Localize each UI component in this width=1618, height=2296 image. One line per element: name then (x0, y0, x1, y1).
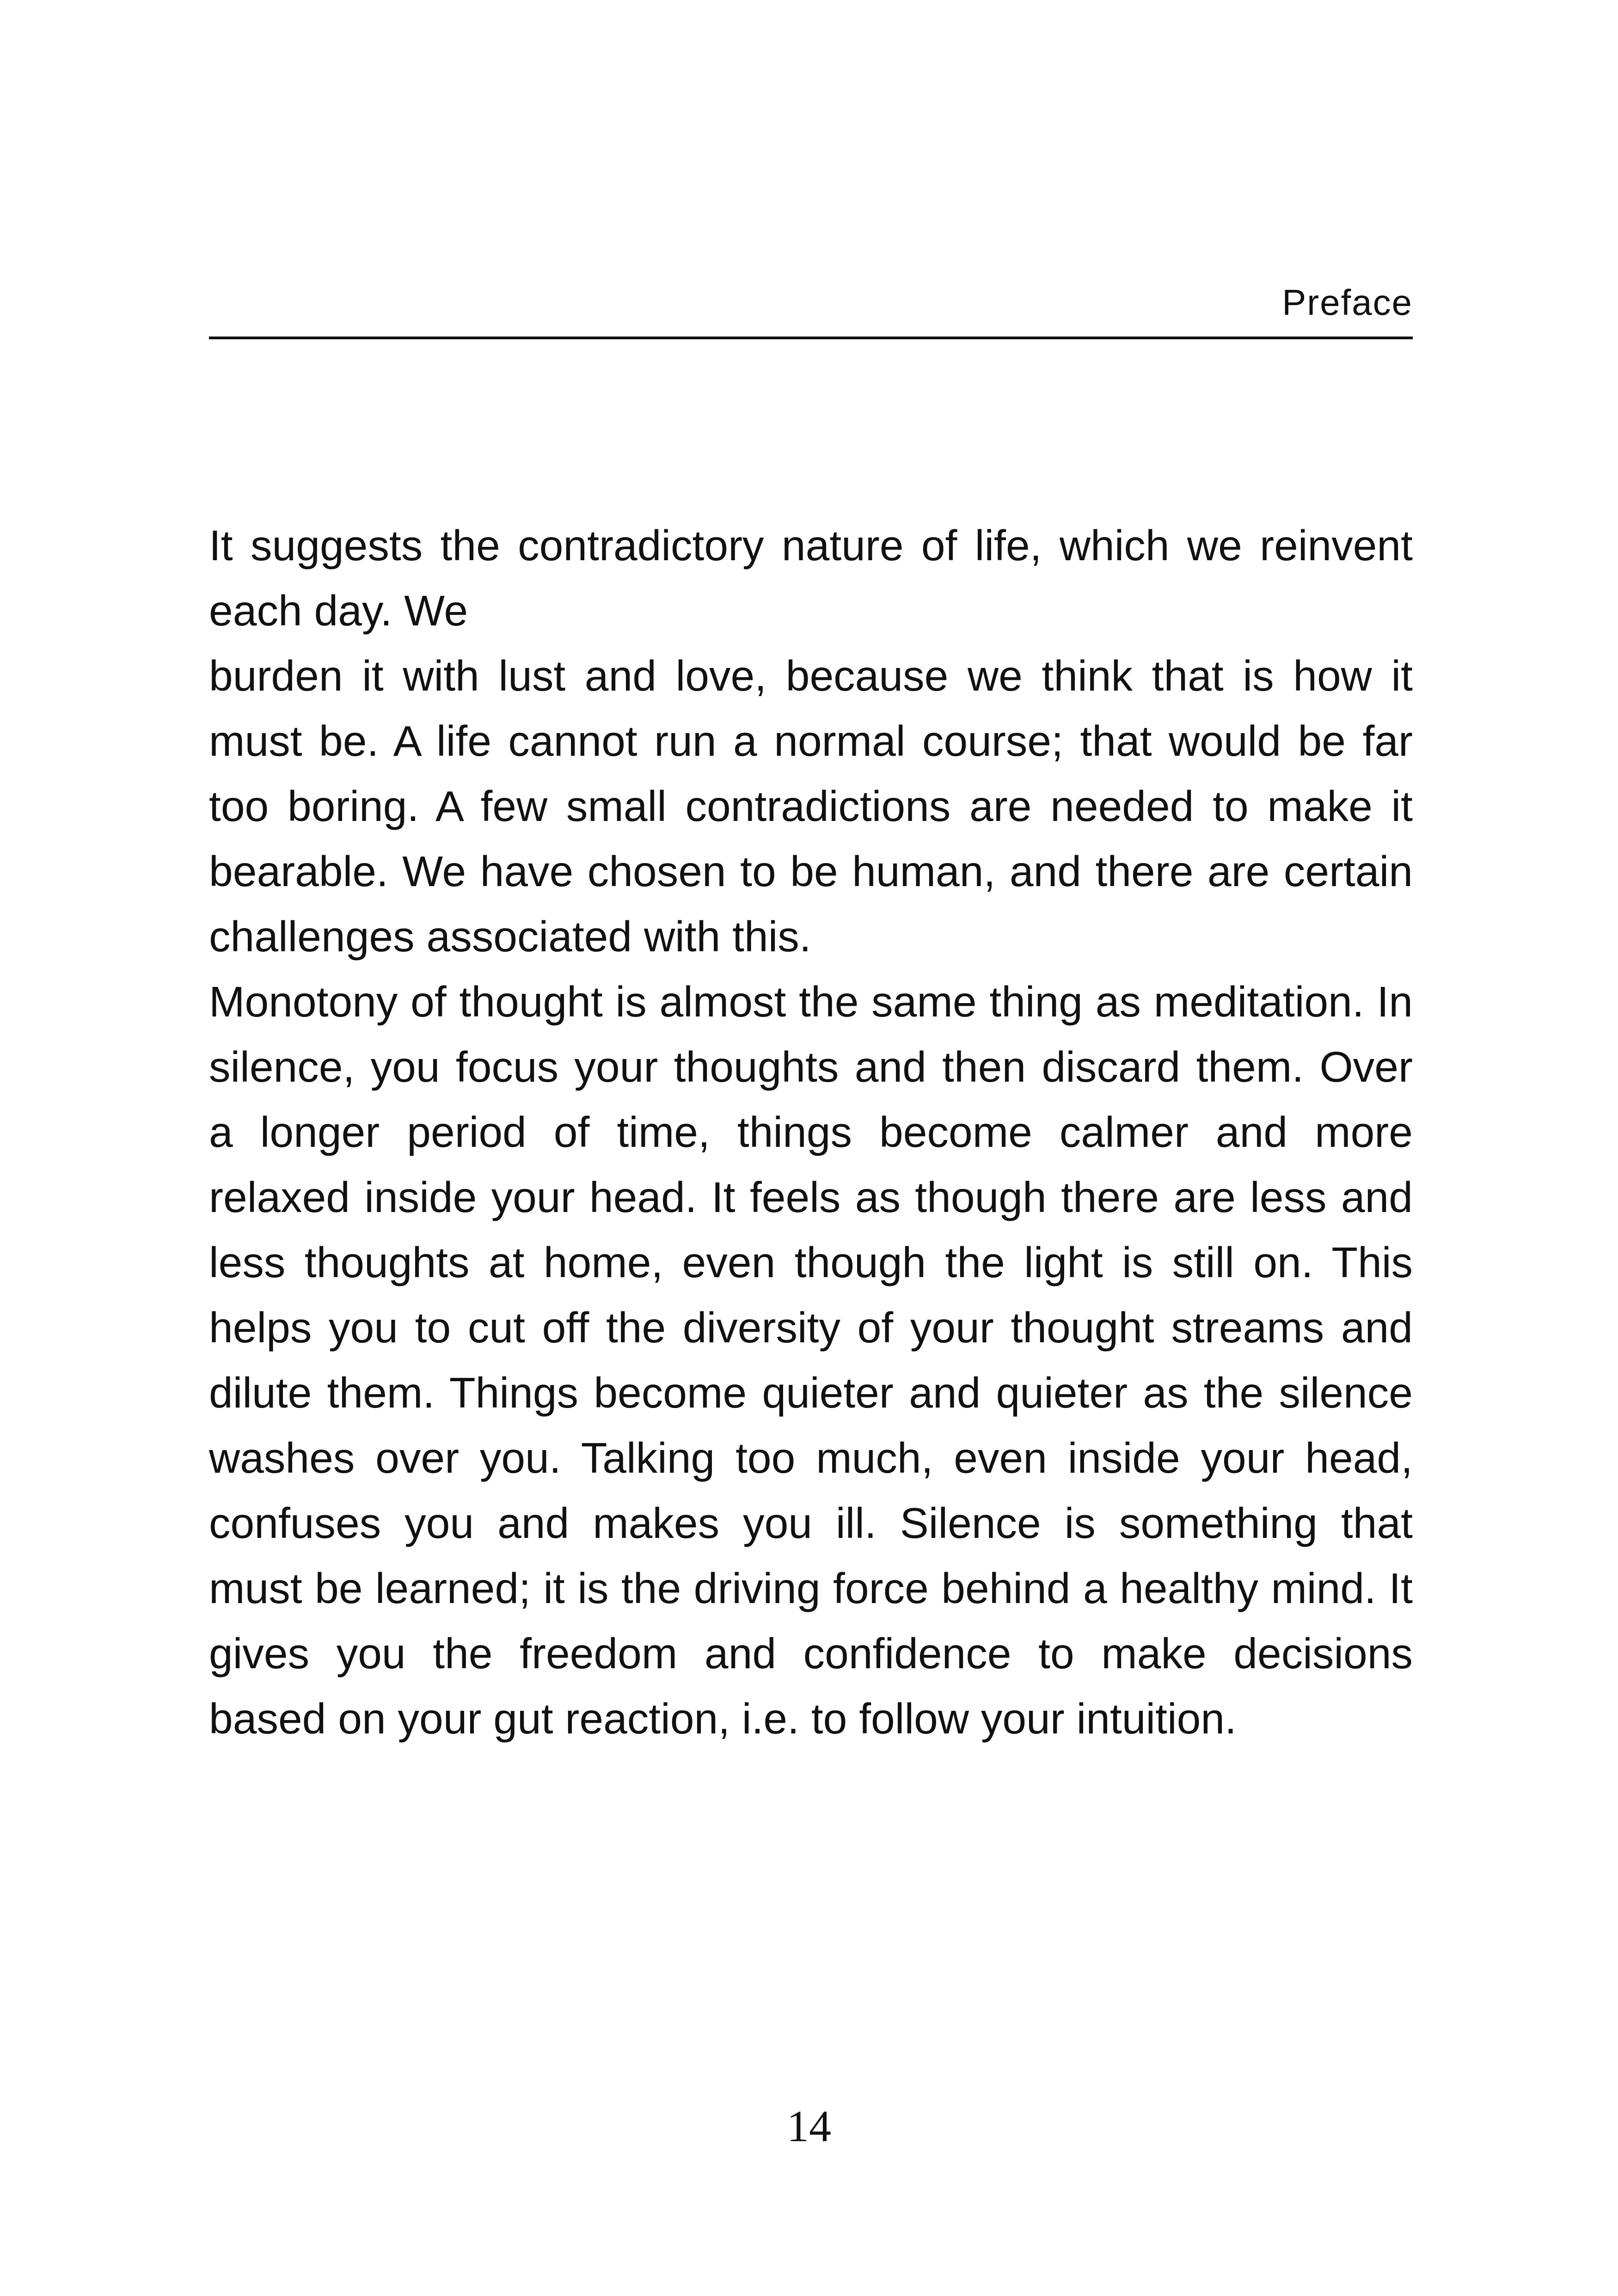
header-rule (209, 337, 1413, 339)
paragraph-3: Monotony of thought is almost the same thing as meditation. In silence, you focus your thoughts and then discard them. Over a longer period of time, things become calmer and more relaxed inside your head. It feels as though there are less and less thoughts at home, even though the light is still on. This helps you to cut off the diversity of your thought streams and dilute them. Things become quieter and quieter as the silence washes over you. Talking too much, even inside your head, confuses you and makes you ill. Silence is something that must be learned; it is the driving force behind a healthy mind. It gives you the freedom and confidence to make decisions based on your gut reaction, i.e. to follow your intuition. (209, 978, 1413, 1743)
page-number: 14 (787, 2101, 831, 2151)
paragraph-1: It suggests the contradictory nature of life, which we reinvent each day. We (209, 521, 1413, 635)
running-header-title: Preface (1282, 282, 1413, 323)
body-text (209, 513, 1413, 1751)
paragraph-2: burden it with lust and love, because we think that is how it must be. A life cannot run a normal course; that would be far too boring. A few small contradictions are needed to make it bearable. We have chosen to be human, and there are certain challenges associated with this. (209, 652, 1413, 961)
